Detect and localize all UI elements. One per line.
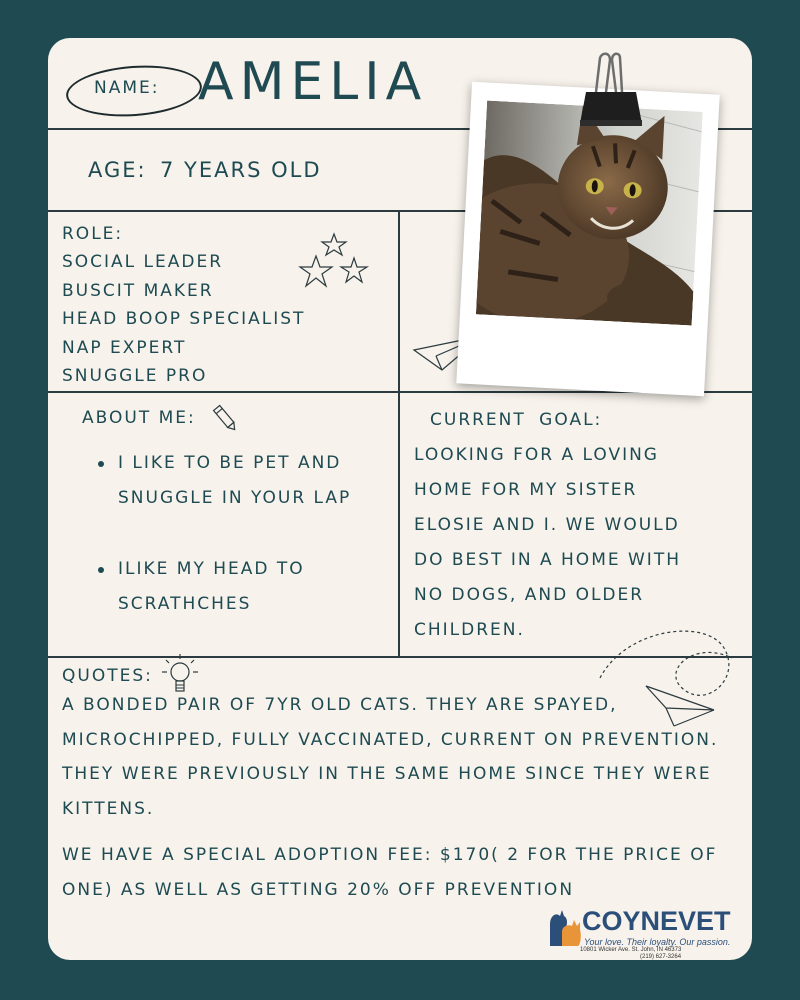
quotes-paragraph: WE HAVE A SPECIAL ADOPTION FEE: $170( 2 FOR THE PRICE OF ONE) AS WELL AS GETTING 20% OFF PREVENTION	[62, 845, 718, 900]
divider-vertical	[398, 210, 400, 656]
logo-address: 10801 Wicker Ave. St. John, IN 46373	[580, 947, 682, 953]
pet-name: AMELIA	[198, 52, 428, 112]
about-list	[98, 446, 388, 658]
about-item: ILIKE MY HEAD TO SCRATHCHES	[98, 552, 388, 622]
logo-wordmark: COYNEVET	[582, 906, 731, 936]
cat-photo	[476, 101, 703, 326]
role-item: SNUGGLE PRO	[62, 366, 208, 387]
age-value: 7 YEARS OLD	[160, 158, 322, 182]
role-item: BUSCIT MAKER	[62, 280, 214, 301]
logo-phone: (219) 627-3264	[640, 954, 682, 960]
age-label: AGE:	[88, 158, 147, 182]
role-item: HEAD BOOP SPECIALIST	[62, 309, 306, 330]
about-label: ABOUT ME:	[82, 408, 196, 428]
role-label: ROLE:	[62, 224, 124, 244]
goal-label: CURRENT GOAL:	[430, 410, 603, 430]
name-label: NAME:	[94, 78, 160, 98]
role-list	[62, 248, 305, 391]
logo-tagline: Your love. Their loyalty. Our passion.	[584, 937, 731, 947]
stars-icon	[296, 230, 376, 298]
quotes-paragraph: A BONDED PAIR OF 7YR OLD CATS. THEY ARE SPAYED, MICROCHIPPED, FULLY VACCINATED, CURRENT ON PREVENTION. THEY WERE PREVIOUSLY IN THE SAME HOME SINCE THEY WERE KITTENS.	[62, 695, 719, 819]
profile-card	[48, 38, 752, 960]
role-item: NAP EXPERT	[62, 337, 187, 358]
coynevet-logo	[544, 904, 744, 958]
pet-silhouette-icon	[544, 906, 584, 948]
goal-text: LOOKING FOR A LOVING HOME FOR MY SISTER ELOSIE AND I. WE WOULD DO BEST IN A HOME WITH NO DOGS, AND OLDER CHILDREN.	[414, 445, 681, 640]
quotes-label: QUOTES:	[62, 666, 153, 686]
role-item: SOCIAL LEADER	[62, 252, 224, 272]
pencil-icon	[212, 402, 238, 434]
about-item: I LIKE TO BE PET AND SNUGGLE IN YOUR LAP	[98, 446, 388, 516]
binder-clip-icon	[576, 52, 646, 130]
